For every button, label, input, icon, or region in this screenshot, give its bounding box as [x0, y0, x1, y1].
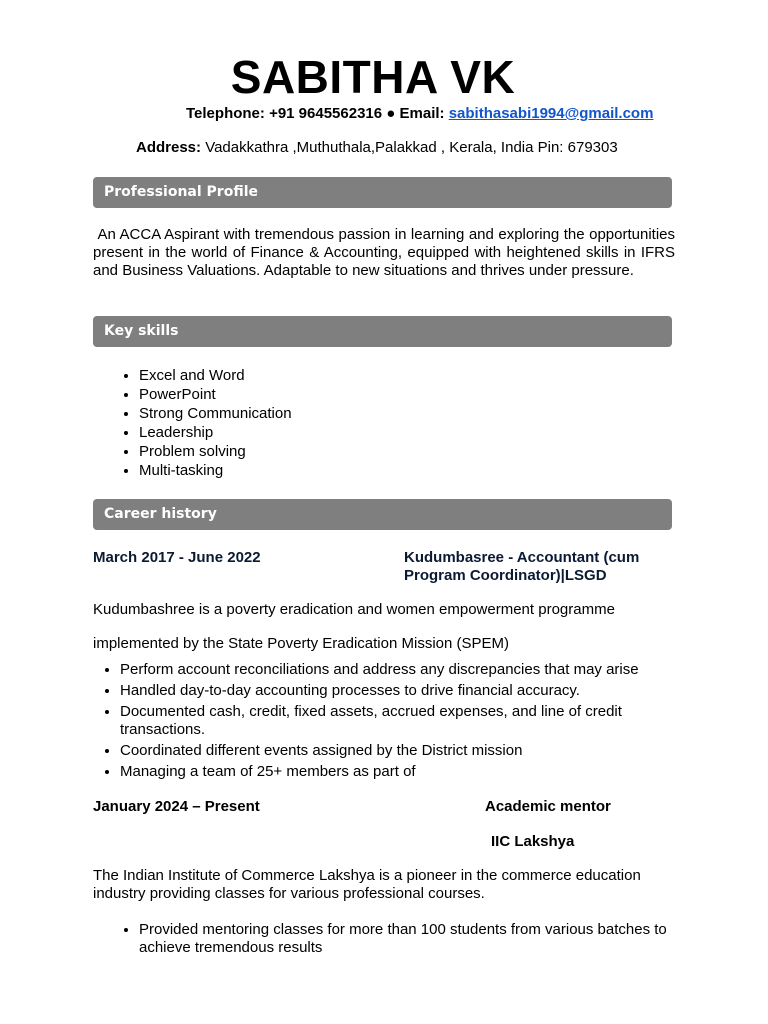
skill-item: • Problem solving — [139, 442, 292, 461]
address-line — [136, 138, 618, 158]
duty-item: • Perform account reconciliations and address any discrepancies that may arise — [120, 661, 700, 679]
email-link[interactable]: sabithasabi1994@gmail.com — [448, 105, 654, 122]
profile-paragraph: An ACCA Aspirant with tremendous passion in learning and exploring the opportunities present in the world of Finance & Accounting, equipped with heightened skills in IFRS and Business Valuations. Adaptable to new situations and thrives under pressure. — [93, 226, 675, 279]
section-header-career: Career history — [93, 499, 672, 530]
duty-item: • Documented cash, credit, fixed assets, accrued expenses, and line of credit transactions. — [120, 703, 660, 739]
duty-item: • Handled day-to-day accounting processes to drive financial accuracy. — [120, 682, 700, 700]
skill-item: • Strong Communication — [139, 404, 292, 423]
job2-dates: January 2024 – Present — [93, 798, 260, 815]
job2-organization: IIC Lakshya — [491, 833, 575, 850]
job2-title: Academic mentor — [485, 798, 611, 815]
contact-line — [186, 104, 653, 124]
job2-duties-list — [93, 921, 721, 957]
job1-description-line1: Kudumbashree is a poverty eradication and women empowerment programme — [93, 601, 615, 618]
address-value: Vadakkathra ,Muthuthala,Palakkad , Kerala, India Pin: 679303 — [205, 139, 618, 156]
skill-item: • Multi-tasking — [139, 461, 292, 480]
job1-duties-list — [93, 661, 700, 784]
section-header-skills: Key skills — [93, 316, 672, 347]
duty-item: • Provided mentoring classes for more than 100 students from various batches to achieve tremendous results — [139, 921, 721, 957]
duty-item: • Coordinated different events assigned by the District mission — [120, 742, 700, 760]
duty-item: • Managing a team of 25+ members as part of — [120, 763, 700, 781]
bullet-separator: ● — [386, 105, 396, 122]
skill-item: • PowerPoint — [139, 385, 292, 404]
skills-list — [93, 366, 292, 480]
candidate-name: SABITHA VK — [230, 51, 516, 103]
address-label: Address: — [136, 139, 202, 156]
job1-dates: March 2017 - June 2022 — [93, 549, 261, 566]
job1-title-line2: Program Coordinator)|LSGD — [404, 567, 607, 584]
skill-item: • Excel and Word — [139, 366, 292, 385]
telephone-number: +91 9645562316 — [269, 105, 383, 122]
email-label: Email: — [399, 105, 445, 122]
job1-description-line2: implemented by the State Poverty Eradication Mission (SPEM) — [93, 635, 510, 652]
job1-title — [404, 549, 639, 585]
job1-title-line1: Kudumbasree - Accountant (cum — [404, 549, 640, 566]
profile-text — [93, 226, 675, 280]
skill-item: • Leadership — [139, 423, 292, 442]
section-header-profile: Professional Profile — [93, 177, 672, 208]
telephone-label: Telephone: — [186, 105, 265, 122]
job2-description: The Indian Institute of Commerce Lakshya is a pioneer in the commerce education industry providing classes for various professional courses. — [93, 867, 641, 902]
